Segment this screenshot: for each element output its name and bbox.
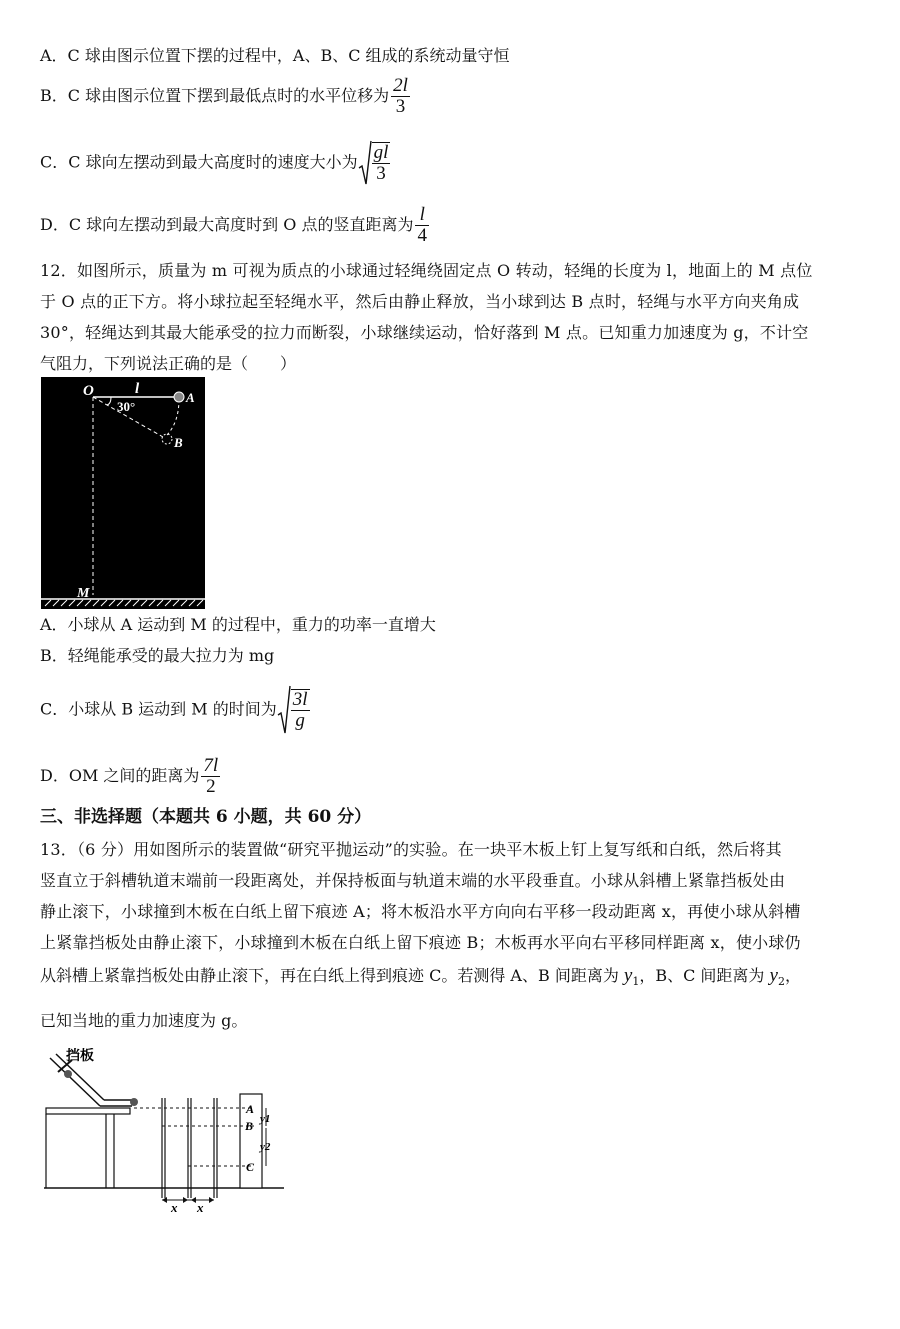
q13-apparatus-figure xyxy=(44,1048,284,1218)
q13-stem-line-3: 静止滚下，小球撞到木板在白纸上留下痕迹 A；将木板沿水平方向向右平移一段动距离 x，再使小球从斜槽 xyxy=(40,902,801,921)
q12-pendulum-figure xyxy=(41,377,205,613)
sqrt-sign-icon xyxy=(358,140,372,186)
q11-option-c xyxy=(40,140,390,186)
label-m: M xyxy=(77,586,90,601)
label-b: B xyxy=(174,435,183,450)
q13-line5-part-b: ，B、C 间距离为 xyxy=(639,966,770,985)
label-angle: 30° xyxy=(117,399,136,414)
q12-stem-line-2: 于 O 点的正下方。将小球拉起至轻绳水平，然后由静止释放，当小球到达 B 点时，轻绳与水平方向夹角成 xyxy=(40,292,800,311)
fraction-denominator: 3 xyxy=(376,163,386,184)
label-x2: x xyxy=(197,1200,204,1214)
label-baffle: 挡板 xyxy=(66,1049,94,1064)
var-y1-sub: 1 xyxy=(632,975,640,989)
fraction-denominator: 4 xyxy=(417,225,427,246)
label-c: C xyxy=(246,1160,255,1174)
q13-line5-part-a: 从斜槽上紧靠挡板处由静止滚下，再在白纸上得到痕迹 C。若测得 A、B 间距离为 xyxy=(40,966,624,985)
q11-option-a: A．C 球由图示位置下摆的过程中，A、B、C 组成的系统动量守恒 xyxy=(40,46,510,65)
q12-stem-line-1: 12．如图所示，质量为 m 可视为质点的小球通过轻绳绕固定点 O 转动，轻绳的长度为 l，地面上的 M 点位 xyxy=(40,261,813,280)
fraction-numerator: l xyxy=(415,205,429,226)
q13-stem-line-1: 13．（6 分）用如图所示的装置做“研究平抛运动”的实验。在一块平木板上钉上复写纸和白纸，然后将其 xyxy=(40,840,782,859)
fraction-numerator: 2l xyxy=(393,75,408,96)
label-a: A xyxy=(186,390,195,405)
label-x1: x xyxy=(171,1200,178,1214)
q12-option-d-text: D．OM 之间的距离为 xyxy=(40,766,200,785)
q12-option-c xyxy=(40,685,310,735)
q11-option-b-text: B．C 球由图示位置下摆到最低点时的水平位移为 xyxy=(40,86,390,105)
q13-stem-line-2: 竖直立于斜槽轨道末端前一段距离处，并保持板面与轨道末端的水平段垂直。小球从斜槽上紧靠挡板处由 xyxy=(40,871,786,890)
q11-option-b-fraction xyxy=(391,76,410,117)
q11-option-d-fraction xyxy=(415,205,429,246)
q13-stem-line-6: 已知当地的重力加速度为 g。 xyxy=(40,1011,248,1030)
q11-option-b xyxy=(40,76,410,117)
label-l: l xyxy=(135,381,140,397)
label-o: O xyxy=(83,383,94,399)
q11-option-d xyxy=(40,205,429,246)
var-y2: y xyxy=(769,965,778,986)
q12-option-c-fraction xyxy=(291,689,310,731)
var-y1: y xyxy=(623,965,633,986)
q12-option-d-fraction xyxy=(201,756,220,797)
q13-line5-part-c: ， xyxy=(784,966,801,985)
q12-option-a: A．小球从 A 运动到 M 的过程中，重力的功率一直增大 xyxy=(40,615,436,634)
q12-stem-line-3: 30°，轻绳达到其最大能承受的拉力而断裂，小球继续运动，恰好落到 M 点。已知重力加速度为 g，不计空 xyxy=(40,323,809,342)
q11-option-c-text: C．C 球向左摆动到最大高度时的速度大小为 xyxy=(40,152,358,172)
label-y2: y2 xyxy=(260,1141,271,1153)
q11-option-d-text: D．C 球向左摆动到最大高度时到 O 点的竖直距离为 xyxy=(40,215,414,234)
section-3-heading: 三、非选择题（本题共 6 小题，共 60 分） xyxy=(40,807,372,827)
q12-option-d xyxy=(40,756,220,797)
label-y1: y1 xyxy=(260,1113,271,1125)
fraction-numerator: 7l xyxy=(203,755,219,776)
var-y2-sub: 2 xyxy=(777,975,785,989)
label-b: B xyxy=(245,1119,254,1133)
q11-option-c-fraction xyxy=(372,142,391,184)
sqrt-sign-icon xyxy=(277,685,291,735)
fraction-denominator: g xyxy=(295,710,305,731)
fraction-numerator: 3l xyxy=(292,689,308,710)
q12-stem-line-4: 气阻力，下列说法正确的是（ ） xyxy=(40,354,297,373)
q13-stem-line-4: 上紧靠挡板处由静止滚下，小球撞到木板在白纸上留下痕迹 B；木板再水平向右平移同样距离 x，使小球仍 xyxy=(40,933,801,952)
q12-option-c-text: C．小球从 B 运动到 M 的时间为 xyxy=(40,699,277,719)
fraction-numerator: gl xyxy=(373,142,389,163)
label-a: A xyxy=(246,1102,255,1116)
q12-option-b: B．轻绳能承受的最大拉力为 mg xyxy=(40,646,275,665)
q13-stem-line-5 xyxy=(40,965,801,993)
fraction-denominator: 2 xyxy=(206,776,216,797)
fraction-denominator: 3 xyxy=(395,96,406,117)
